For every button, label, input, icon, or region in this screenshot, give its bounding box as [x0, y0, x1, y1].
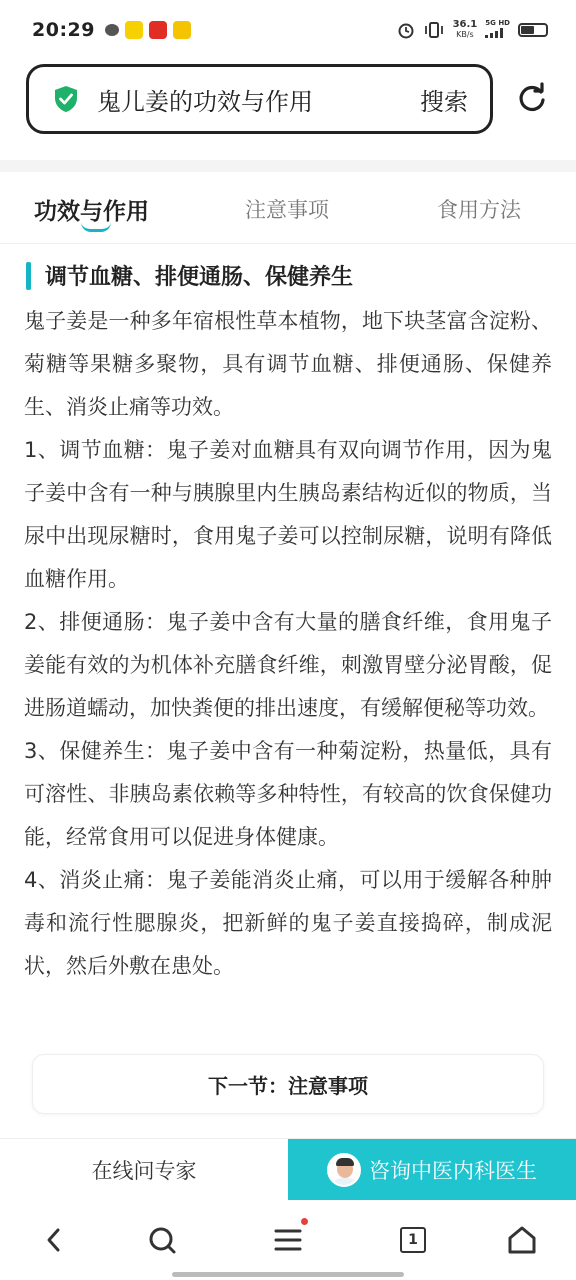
search-query[interactable]: 鬼儿姜的功效与作用 [97, 87, 313, 116]
search-box[interactable] [26, 64, 493, 134]
consult-bar [0, 1138, 576, 1200]
article-paragraph: 2、排便通肠：鬼子姜中含有大量的膳食纤维，食用鬼子姜能有效的为机体补充膳食纤维，刺激胃壁分泌胃酸，促进肠道蠕动，加快粪便的排出速度，有缓解便秘等功效。 [24, 610, 552, 720]
status-time: 20:29 [32, 19, 95, 41]
divider [0, 160, 576, 172]
tabs-button[interactable] [393, 1220, 433, 1260]
status-right [397, 19, 548, 41]
active-tab-indicator [81, 222, 111, 232]
tabs-icon: 1 [400, 1227, 426, 1253]
refresh-icon[interactable] [516, 82, 548, 114]
wechat-icon [105, 24, 119, 36]
back-button[interactable] [34, 1220, 74, 1260]
home-button[interactable] [502, 1220, 542, 1260]
signal-bars-icon [485, 28, 509, 38]
browser-nav-bar [0, 1200, 576, 1280]
signal-label: 5G HD [485, 19, 510, 27]
section-title: 调节血糖、排便通肠、保健养生 [45, 265, 354, 290]
network-speed-value: 36.1 [452, 19, 478, 30]
meituan-icon [125, 21, 143, 39]
article-paragraph: 3、保健养生：鬼子姜中含有一种菊淀粉，热量低，具有可溶性、非胰岛素依赖等多种特性，有较高的饮食保健功能，经常食用可以促进身体健康。 [24, 739, 552, 849]
section-heading [26, 260, 353, 291]
game-icon [173, 21, 191, 39]
ask-expert-button[interactable]: 在线问专家 [91, 1159, 197, 1183]
consult-doctor-label: 咨询中医内科医生 [369, 1159, 537, 1183]
signal-indicator [485, 19, 510, 41]
vibrate-icon [423, 21, 445, 39]
notification-dot [301, 1218, 308, 1225]
menu-icon [273, 1226, 303, 1254]
tab-precautions[interactable]: 注意事项 [245, 198, 329, 222]
article-paragraph: 1、调节血糖：鬼子姜对血糖具有双向调节作用，因为鬼子姜中含有一种与胰腺里内生胰岛素结构近似的物质，当尿中出现尿糖时，食用鬼子姜可以控制尿糖，说明有降低血糖作用。 [24, 438, 552, 591]
back-icon [43, 1226, 65, 1254]
next-section-label: 下一节：注意事项 [208, 1073, 368, 1098]
alarm-icon [397, 21, 415, 39]
menu-button[interactable] [268, 1220, 308, 1260]
section-accent-bar [26, 262, 31, 290]
tab-bar [0, 172, 576, 244]
tab-effects[interactable]: 功效与作用 [34, 199, 149, 225]
battery-icon [518, 23, 548, 37]
home-icon [506, 1224, 538, 1256]
doctor-avatar [327, 1153, 361, 1187]
address-bar [26, 64, 550, 134]
tab-usage[interactable]: 食用方法 [437, 198, 521, 222]
battery-level [521, 26, 534, 34]
search-nav-button[interactable] [142, 1220, 182, 1260]
status-bar [0, 0, 576, 60]
article-paragraph: 4、消炎止痛：鬼子姜能消炎止痛，可以用于缓解各种肿毒和流行性腮腺炎，把新鲜的鬼子姜直接捣碎，制成泥状，然后外敷在患处。 [24, 868, 552, 978]
notification-icons [105, 21, 191, 39]
next-section-button[interactable] [32, 1054, 544, 1114]
article-paragraph: 鬼子姜是一种多年宿根性草本植物，地下块茎富含淀粉、菊糖等果糖多聚物，具有调节血糖、排便通肠、保健养生、消炎止痛等功效。 [24, 309, 552, 419]
article-body [24, 300, 552, 988]
home-indicator[interactable] [172, 1272, 404, 1277]
search-icon [147, 1225, 177, 1255]
shield-check-icon [53, 85, 79, 113]
search-button[interactable]: 搜索 [420, 87, 468, 116]
network-speed [453, 20, 478, 40]
consult-doctor-button[interactable] [288, 1139, 576, 1201]
pinduoduo-icon [149, 21, 167, 39]
network-speed-unit: KB/s [456, 30, 474, 39]
